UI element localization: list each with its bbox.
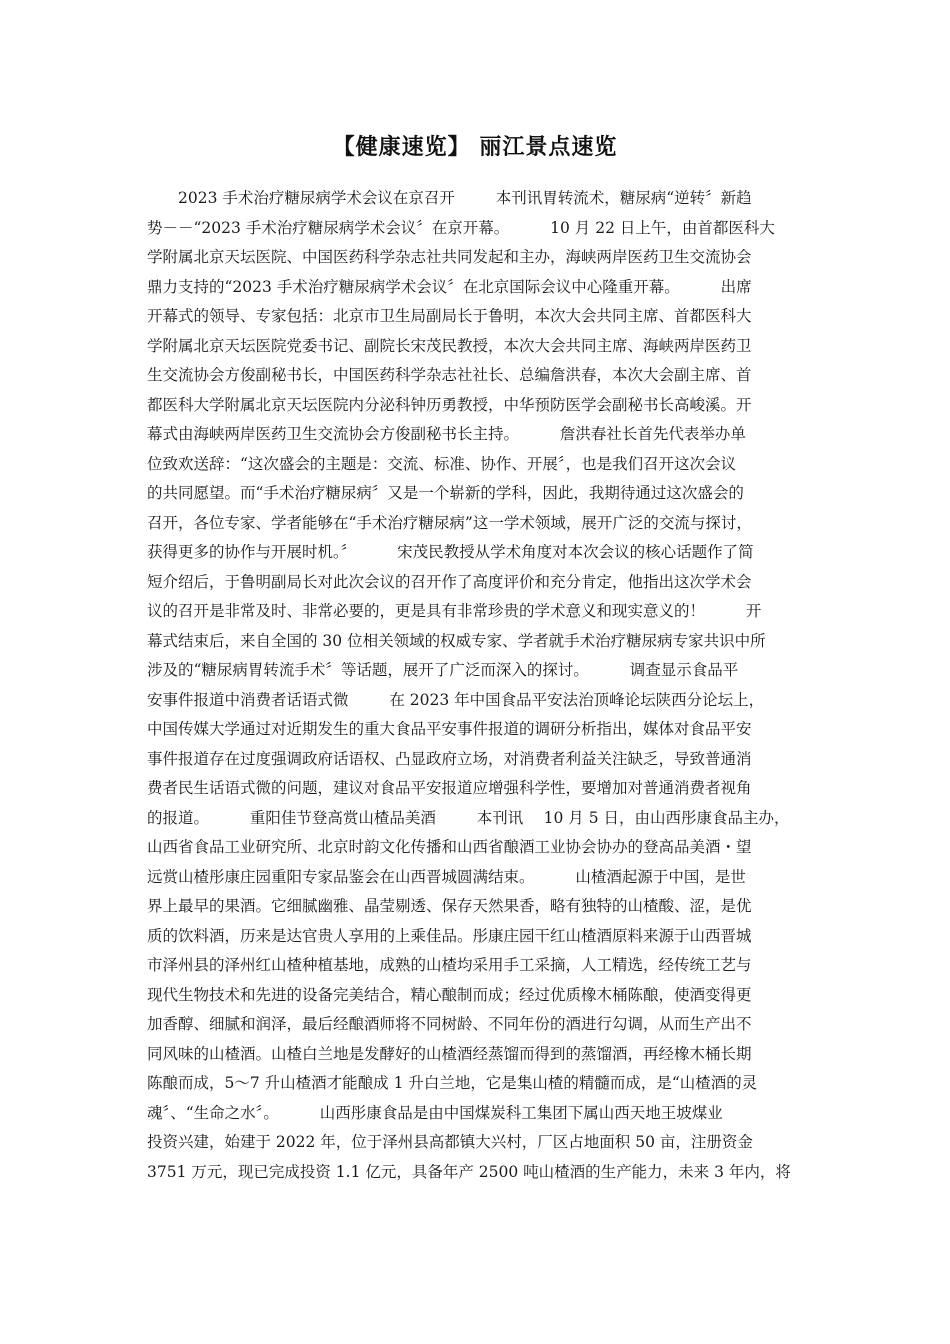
body-text-line: 市泽州县的泽州红山楂种植基地，成熟的山楂均采用手工采摘，人工精选，经传统工艺与: [147, 956, 752, 974]
body-text-line: 质的饮料酒，历来是达官贵人享用的上乘佳品。彤康庄园干红山楂酒原料来源于山西晋城: [147, 926, 752, 945]
body-text-line: 涉及的“糖尿病胃转流手术〞等话题，展开了广泛而深入的探讨。 调查显示食品平: [147, 661, 739, 679]
body-text-line: 山西省食品工业研究所、北京时韵文化传播和山西省酿酒工业协会协办的登高品美酒・望: [147, 838, 752, 856]
body-text-line: 位致欢送辞：“这次盛会的主题是：交流、标准、协作、开展〞，也是我们召开这次会议: [147, 454, 737, 473]
body-text-line: 势－－“2023 手术治疗糖尿病学术会议〞在京开幕。 10 月 22 日上午，由首都医科大: [147, 218, 775, 237]
body-text-line: 生交流协会方俊副秘书长，中国医药科学杂志社社长、总编詹洪春，本次大会副主席、首: [147, 366, 752, 384]
body-text-line: 学附属北京天坛医院、中国医药科学杂志社共同发起和主办，海峡两岸医药卫生交流协会: [147, 248, 752, 266]
body-text-line: 都医科大学附属北京天坛医院内分泌科钟历勇教授，中华预防医学会副秘书长高峻溪。开: [147, 395, 752, 414]
body-text-line: 获得更多的协作与开展时机。〞 宋茂民教授从学术角度对本次会议的核心话题作了简: [147, 543, 754, 561]
body-text-line: 鼎力支持的“2023 手术治疗糖尿病学术会议〞在北京国际会议中心隆重开幕。 出席: [147, 277, 752, 296]
body-text-line: 召开，各位专家、学者能够在“手术治疗糖尿病”这一学术领域，展开广泛的交流与探讨，: [147, 513, 752, 532]
body-text-line: 加香醇、细腻和润泽，最后经酿酒师将不同树龄、不同年份的酒进行勾调，从而生产出不: [147, 1015, 752, 1033]
body-text-line: 现代生物技术和先进的设备完美结合，精心酿制而成；经过优质橡木桶陈酿，使酒变得更: [147, 985, 752, 1004]
document-title: 【健康速览】 丽江景点速览: [332, 135, 618, 160]
body-text-line: 的共同愿望。而“手术治疗糖尿病〞又是一个崭新的学科，因此，我期待通过这次盛会的: [147, 484, 744, 502]
body-text-line: 学附属北京天坛医院党委书记、副院长宋茂民教授，本次大会共同主席、海峡两岸医药卫: [147, 336, 752, 355]
body-text-line: 幕式由海峡两岸医药卫生交流协会方俊副秘书长主持。 詹洪春社长首先代表举办单: [147, 425, 746, 443]
document-body: [147, 184, 807, 1187]
body-text-line: 中国传媒大学通过对近期发生的重大食品平安事件报道的调研分析指出，媒体对食品平安: [147, 720, 752, 738]
body-text-line: 开幕式的领导、专家包括：北京市卫生局副局长于鲁明，本次大会共同主席、首都医科大: [147, 307, 752, 325]
body-text-line: 幕式结束后，来自全国的 30 位相关领域的权威专家、学者就手术治疗糖尿病专家共识中所: [147, 631, 766, 650]
body-text-line: 界上最早的果酒。它细腻幽雅、晶莹剔透、保存天然果香，略有独特的山楂酸、涩，是优: [147, 897, 752, 915]
body-text-line: 费者民生话语式微的问题，建议对食品平安报道应增强科学性，要增加对普通消费者视角: [147, 779, 752, 797]
body-text-line: 投资兴建，始建于 2022 年，位于泽州县高都镇大兴村，厂区占地面积 50 亩，注册资金: [147, 1133, 753, 1151]
body-text-line: 陈酿而成，5～7 升山楂酒才能酿成 1 升白兰地，它是集山楂的精髓而成，是“山楂酒的灵: [147, 1074, 758, 1092]
body-text-line: 事件报道存在过度强调政府话语权、凸显政府立场，对消费者利益关注缺乏，导致普通消: [147, 749, 752, 768]
body-text-line: 3751 万元，现已完成投资 1.1 亿元，具备年产 2500 吨山楂酒的生产能力，未来 3 年内，将: [147, 1162, 791, 1181]
body-text-line: 议的召开是非常及时、非常必要的，更是具有非常珍贵的学术意义和现实意义的！ 开: [147, 602, 762, 620]
body-text-line: 远赏山楂彤康庄园重阳专家品鉴会在山西晋城圆满结束。 山楂酒起源于中国，是世: [147, 867, 746, 886]
body-text-line: 的报道。 重阳佳节登高赏山楂品美酒 本刊讯 10 月 5 日，由山西彤康食品主办，: [147, 808, 790, 827]
body-text-line: 魂〞、“生命之水〞。 山西彤康食品是由中国煤炭科工集团下属山西天地王坡煤业: [147, 1103, 723, 1122]
body-text-line: 同风味的山楂酒。山楂白兰地是发酵好的山楂酒经蒸馏而得到的蒸馏酒，再经橡木桶长期: [147, 1044, 752, 1063]
body-text-line: 2023 手术治疗糖尿病学术会议在京召开 本刊讯胃转流术，糖尿病“逆转〞新趋: [178, 189, 752, 207]
body-text-line: 安事件报道中消费者话语式微 在 2023 年中国食品平安法治顶峰论坛陕西分论坛上，: [147, 690, 765, 709]
body-text-line: 短介绍后，于鲁明副局长对此次会议的召开作了高度评价和充分肯定，他指出这次学术会: [147, 572, 752, 591]
